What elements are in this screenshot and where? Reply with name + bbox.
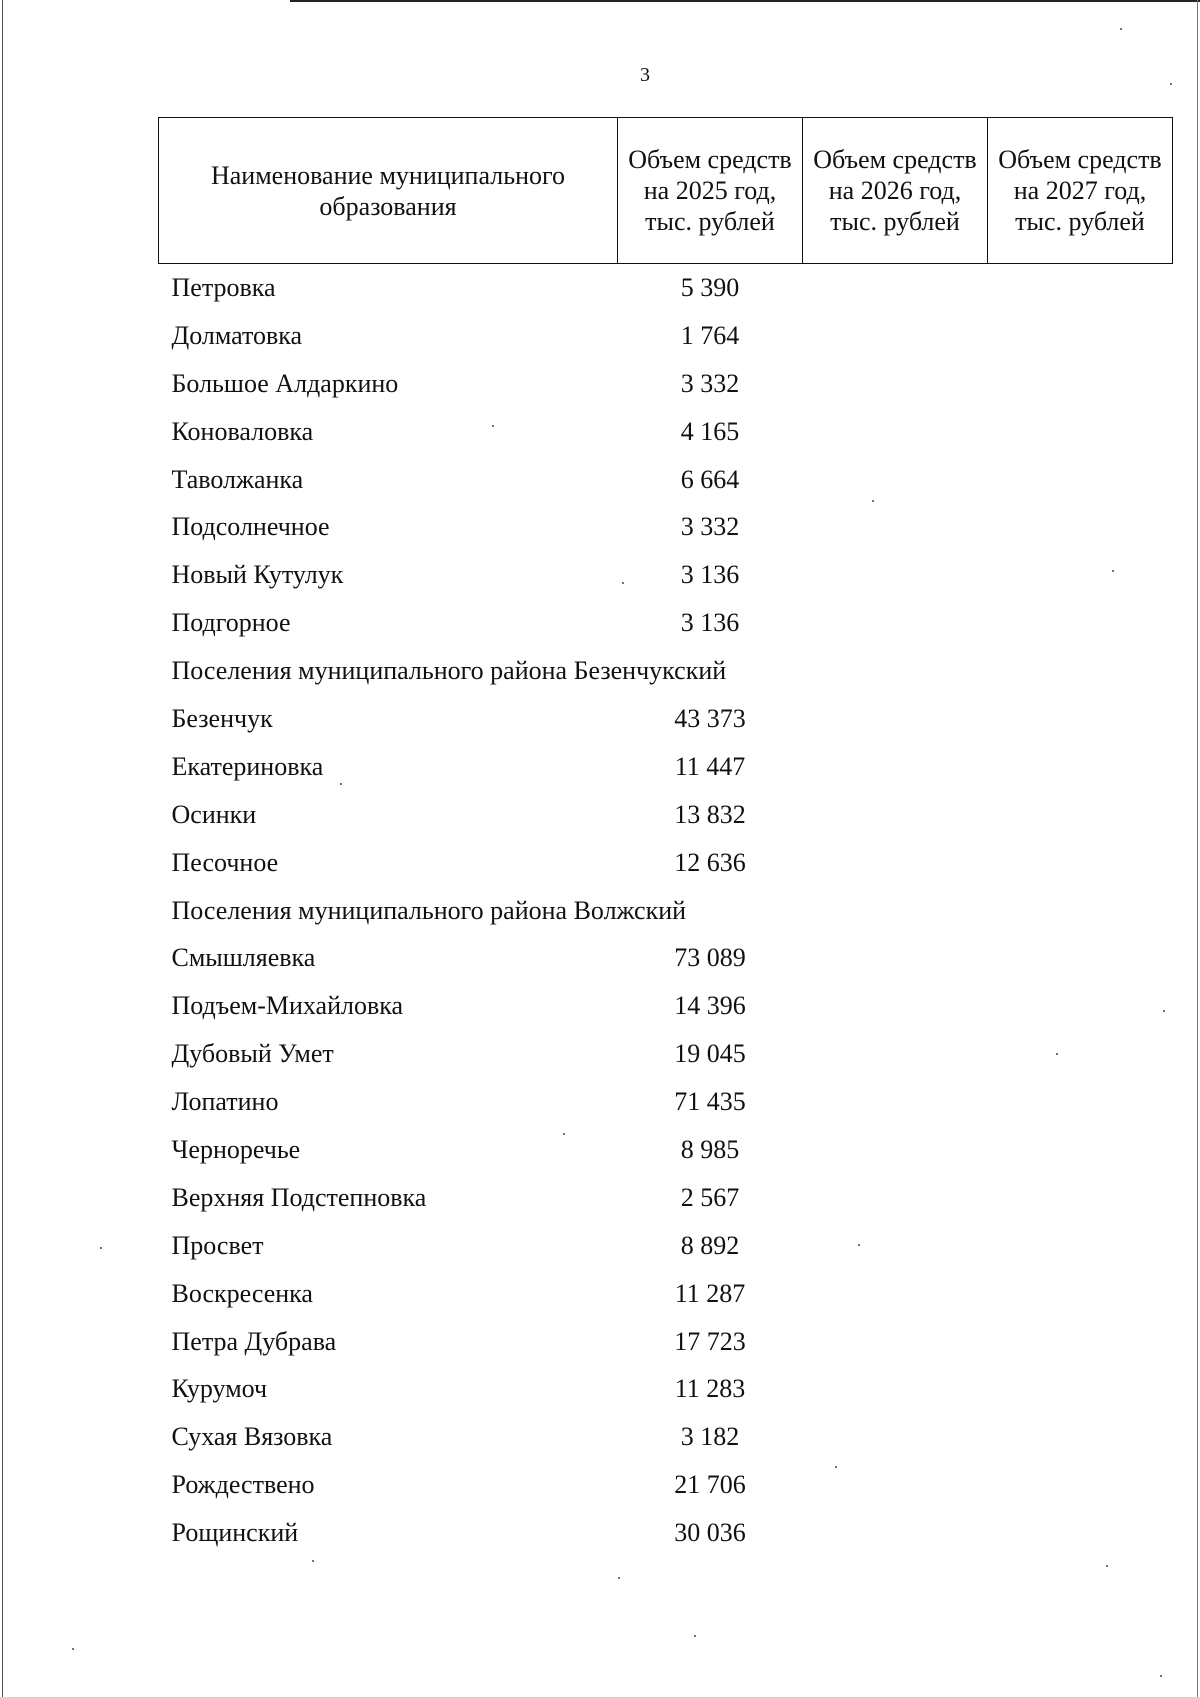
table-row bbox=[159, 743, 1173, 791]
table-row bbox=[159, 360, 1173, 408]
municipality-name-cell: Песочное bbox=[171, 847, 279, 877]
table-row bbox=[159, 1318, 1173, 1366]
municipality-name-cell: Рождествено bbox=[171, 1470, 315, 1500]
volume-2027-cell bbox=[988, 1174, 1173, 1222]
volume-2025-cell: 4 165 bbox=[680, 416, 740, 446]
volume-2027-cell bbox=[988, 1222, 1173, 1270]
volume-2025-cell: 5 390 bbox=[680, 272, 740, 302]
volume-2025-cell: 12 636 bbox=[674, 847, 746, 877]
municipality-name-cell: Петровка bbox=[171, 272, 276, 302]
table-row bbox=[159, 1222, 1173, 1270]
volume-2027-cell bbox=[988, 551, 1173, 599]
volume-2026-cell bbox=[803, 1174, 988, 1222]
header-volume-2025: Объем средств на 2025 год, тыс. рублей bbox=[618, 118, 803, 264]
volume-2025-cell: 73 089 bbox=[674, 943, 746, 973]
scan-edge-left bbox=[2, 0, 3, 1697]
volume-2025-cell: 2 567 bbox=[680, 1182, 740, 1212]
volume-2025-cell: 13 832 bbox=[674, 799, 746, 829]
volume-2026-cell bbox=[803, 1222, 988, 1270]
volume-2027-cell bbox=[988, 408, 1173, 456]
volume-2026-cell bbox=[803, 1030, 988, 1078]
volume-2026-cell bbox=[803, 1270, 988, 1318]
volume-2027-cell bbox=[988, 1318, 1173, 1366]
volume-2026-cell bbox=[803, 551, 988, 599]
table-row bbox=[159, 982, 1173, 1030]
table-header-row bbox=[159, 118, 1173, 264]
table-row bbox=[159, 1509, 1173, 1557]
table-body bbox=[159, 264, 1173, 1558]
municipality-name-cell: Подгорное bbox=[171, 608, 291, 638]
volume-2025-cell: 30 036 bbox=[674, 1518, 746, 1548]
volume-2027-cell bbox=[988, 791, 1173, 839]
volume-2025-cell: 11 447 bbox=[674, 751, 746, 781]
volume-2027-cell bbox=[988, 934, 1173, 982]
municipality-name-cell: Рощинский bbox=[171, 1518, 299, 1548]
volume-2026-cell bbox=[803, 1126, 988, 1174]
scan-speck bbox=[1120, 28, 1122, 30]
volume-2026-cell bbox=[803, 599, 988, 647]
table-row bbox=[159, 791, 1173, 839]
scan-speck bbox=[1106, 1565, 1108, 1567]
municipality-name-cell: Воскресенка bbox=[171, 1278, 313, 1308]
volume-2025-cell: 11 283 bbox=[674, 1374, 746, 1404]
volume-2025-cell: 3 332 bbox=[680, 512, 740, 542]
scan-speck bbox=[694, 1635, 696, 1637]
funding-table bbox=[158, 117, 1173, 1557]
scan-speck bbox=[622, 582, 624, 584]
volume-2027-cell bbox=[988, 982, 1173, 1030]
table-row bbox=[159, 1126, 1173, 1174]
volume-2027-cell bbox=[988, 1030, 1173, 1078]
municipality-name-cell: Подъем-Михайловка bbox=[171, 991, 404, 1021]
volume-2025-cell: 6 664 bbox=[680, 464, 740, 494]
volume-2025-cell: 19 045 bbox=[674, 1039, 746, 1069]
volume-2026-cell bbox=[803, 695, 988, 743]
table-row bbox=[159, 1030, 1173, 1078]
scan-speck bbox=[1160, 1675, 1162, 1677]
volume-2027-cell bbox=[988, 1078, 1173, 1126]
municipality-name-cell: Коноваловка bbox=[171, 416, 314, 446]
volume-2025-cell: 43 373 bbox=[674, 703, 746, 733]
municipality-name-cell: Таволжанка bbox=[171, 464, 304, 494]
volume-2027-cell bbox=[988, 1365, 1173, 1413]
municipality-name-cell: Долматовка bbox=[171, 320, 303, 350]
table-row bbox=[159, 599, 1173, 647]
municipality-name-cell: Просвет bbox=[171, 1230, 264, 1260]
municipality-name-cell: Верхняя Подстепновка bbox=[171, 1182, 427, 1212]
table-row bbox=[159, 695, 1173, 743]
volume-2025-cell: 17 723 bbox=[674, 1326, 746, 1356]
table-row bbox=[159, 1078, 1173, 1126]
table-row bbox=[159, 408, 1173, 456]
volume-2027-cell bbox=[988, 1413, 1173, 1461]
volume-2026-cell bbox=[803, 934, 988, 982]
volume-2026-cell bbox=[803, 264, 988, 312]
volume-2026-cell bbox=[803, 503, 988, 551]
table-row bbox=[159, 1365, 1173, 1413]
scan-speck bbox=[1163, 1010, 1165, 1012]
table-group-row bbox=[159, 647, 1173, 695]
scan-speck bbox=[1112, 570, 1114, 572]
scan-speck bbox=[563, 1133, 565, 1135]
volume-2027-cell bbox=[988, 1270, 1173, 1318]
volume-2025-cell: 11 287 bbox=[674, 1278, 746, 1308]
volume-2025-cell: 21 706 bbox=[674, 1470, 746, 1500]
municipality-name-cell: Смышляевка bbox=[171, 943, 316, 973]
volume-2027-cell bbox=[988, 599, 1173, 647]
header-volume-2026: Объем средств на 2026 год, тыс. рублей bbox=[803, 118, 988, 264]
volume-2026-cell bbox=[803, 456, 988, 504]
volume-2025-cell: 3 182 bbox=[680, 1422, 740, 1452]
table-row bbox=[159, 1270, 1173, 1318]
municipality-name-cell: Большое Алдаркино bbox=[171, 368, 399, 398]
volume-2026-cell bbox=[803, 360, 988, 408]
scan-speck bbox=[340, 783, 342, 785]
volume-2027-cell bbox=[988, 1461, 1173, 1509]
municipality-name-cell: Курумоч bbox=[171, 1374, 268, 1404]
scan-speck bbox=[1056, 1053, 1058, 1055]
scan-speck bbox=[858, 1244, 860, 1246]
table-row bbox=[159, 839, 1173, 887]
volume-2027-cell bbox=[988, 695, 1173, 743]
municipality-name-cell: Лопатино bbox=[171, 1087, 279, 1117]
scan-speck bbox=[618, 1577, 620, 1579]
table-row bbox=[159, 456, 1173, 504]
scan-speck bbox=[835, 1466, 837, 1468]
volume-2027-cell bbox=[988, 312, 1173, 360]
volume-2026-cell bbox=[803, 312, 988, 360]
volume-2026-cell bbox=[803, 1365, 988, 1413]
group-heading: Поселения муниципального района Безенчукский bbox=[171, 656, 727, 686]
volume-2027-cell bbox=[988, 264, 1173, 312]
table-row bbox=[159, 312, 1173, 360]
scan-speck bbox=[72, 1648, 74, 1650]
volume-2026-cell bbox=[803, 408, 988, 456]
volume-2025-cell: 14 396 bbox=[674, 991, 746, 1021]
volume-2025-cell: 3 136 bbox=[680, 560, 740, 590]
volume-2027-cell bbox=[988, 1126, 1173, 1174]
table-row bbox=[159, 503, 1173, 551]
volume-2026-cell bbox=[803, 1509, 988, 1557]
scan-edge-right bbox=[1197, 0, 1198, 1697]
volume-2026-cell bbox=[803, 982, 988, 1030]
volume-2026-cell bbox=[803, 1413, 988, 1461]
volume-2025-cell: 8 985 bbox=[680, 1134, 740, 1164]
volume-2026-cell bbox=[803, 1461, 988, 1509]
volume-2027-cell bbox=[988, 839, 1173, 887]
scan-speck bbox=[492, 425, 494, 427]
volume-2026-cell bbox=[803, 1318, 988, 1366]
table-row bbox=[159, 1174, 1173, 1222]
volume-2025-cell: 8 892 bbox=[680, 1230, 740, 1260]
table-group-row bbox=[159, 887, 1173, 935]
table-row bbox=[159, 264, 1173, 312]
scan-speck bbox=[1170, 83, 1172, 85]
volume-2025-cell: 71 435 bbox=[674, 1087, 746, 1117]
municipality-name-cell: Дубовый Умет bbox=[171, 1039, 334, 1069]
table-row bbox=[159, 1413, 1173, 1461]
page-number: 3 bbox=[640, 64, 650, 86]
header-municipality-name: Наименование муниципального образования bbox=[159, 118, 618, 264]
volume-2027-cell bbox=[988, 743, 1173, 791]
header-volume-2027: Объем средств на 2027 год, тыс. рублей bbox=[988, 118, 1173, 264]
scan-speck bbox=[312, 1560, 314, 1562]
volume-2025-cell: 3 332 bbox=[680, 368, 740, 398]
volume-2026-cell bbox=[803, 743, 988, 791]
table-row bbox=[159, 934, 1173, 982]
volume-2027-cell bbox=[988, 503, 1173, 551]
municipality-name-cell: Екатериновка bbox=[171, 751, 324, 781]
scan-speck bbox=[872, 500, 874, 502]
municipality-name-cell: Безенчук bbox=[171, 703, 273, 733]
municipality-name-cell: Петра Дубрава bbox=[171, 1326, 337, 1356]
volume-2027-cell bbox=[988, 456, 1173, 504]
volume-2025-cell: 3 136 bbox=[680, 608, 740, 638]
scan-edge-top bbox=[290, 0, 1200, 2]
volume-2026-cell bbox=[803, 1078, 988, 1126]
municipality-name-cell: Черноречье bbox=[171, 1134, 301, 1164]
volume-2027-cell bbox=[988, 360, 1173, 408]
table-row bbox=[159, 551, 1173, 599]
municipality-name-cell: Сухая Вязовка bbox=[171, 1422, 333, 1452]
municipality-name-cell: Новый Кутулук bbox=[171, 560, 344, 590]
volume-2025-cell: 1 764 bbox=[680, 320, 740, 350]
volume-2026-cell bbox=[803, 791, 988, 839]
table-row bbox=[159, 1461, 1173, 1509]
municipality-name-cell: Осинки bbox=[171, 799, 257, 829]
municipality-name-cell: Подсолнечное bbox=[171, 512, 330, 542]
volume-2026-cell bbox=[803, 839, 988, 887]
group-heading: Поселения муниципального района Волжский bbox=[171, 895, 687, 925]
scan-speck bbox=[100, 1247, 102, 1249]
volume-2027-cell bbox=[988, 1509, 1173, 1557]
